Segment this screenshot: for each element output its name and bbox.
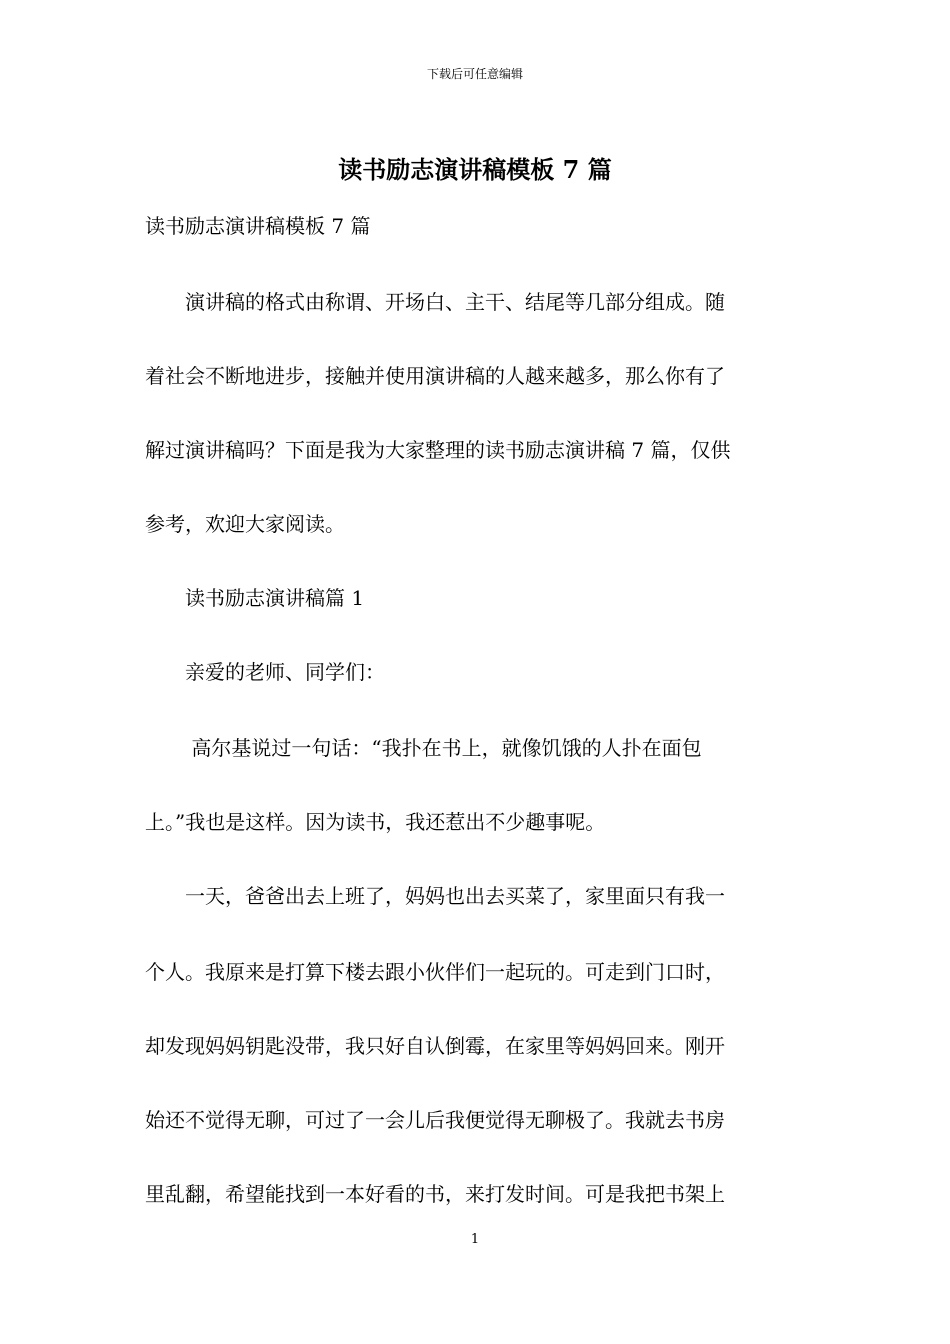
- page-header: 下载后可任意编辑: [426, 67, 523, 81]
- body-line: 一天，爸爸出去上班了，妈妈也出去买菜了，家里面只有我一: [145, 884, 725, 908]
- section-heading: 读书励志演讲稿篇 1: [145, 586, 365, 610]
- body-line: 参考，欢迎大家阅读。: [145, 512, 345, 536]
- page-number: 1: [470, 1232, 480, 1247]
- body-line: 上。”我也是这样。因为读书，我还惹出不少趣事呢。: [145, 810, 606, 834]
- body-line: 高尔基说过一句话：“我扑在书上，就像饥饿的人扑在面包: [145, 736, 702, 760]
- body-line: 个人。我原来是打算下楼去跟小伙伴们一起玩的。可走到门口时，: [145, 960, 725, 984]
- body-line: 着社会不断地进步，接触并使用演讲稿的人越来越多，那么你有了: [145, 364, 725, 388]
- body-line: 里乱翻，希望能找到一本好看的书，来打发时间。可是我把书架上: [145, 1182, 725, 1206]
- document-title: 读书励志演讲稿模板 7 篇: [338, 155, 612, 184]
- body-line: 演讲稿的格式由称谓、开场白、主干、结尾等几部分组成。随: [145, 290, 725, 314]
- body-line: 却发现妈妈钥匙没带，我只好自认倒霉，在家里等妈妈回来。刚开: [145, 1034, 725, 1058]
- body-line: 始还不觉得无聊，可过了一会儿后我便觉得无聊极了。我就去书房: [145, 1108, 725, 1132]
- body-line: 解过演讲稿吗？下面是我为大家整理的读书励志演讲稿 7 篇，仅供: [145, 438, 731, 462]
- salutation-line: 亲爱的老师、同学们：: [145, 660, 385, 684]
- subtitle-line: 读书励志演讲稿模板 7 篇: [145, 214, 371, 238]
